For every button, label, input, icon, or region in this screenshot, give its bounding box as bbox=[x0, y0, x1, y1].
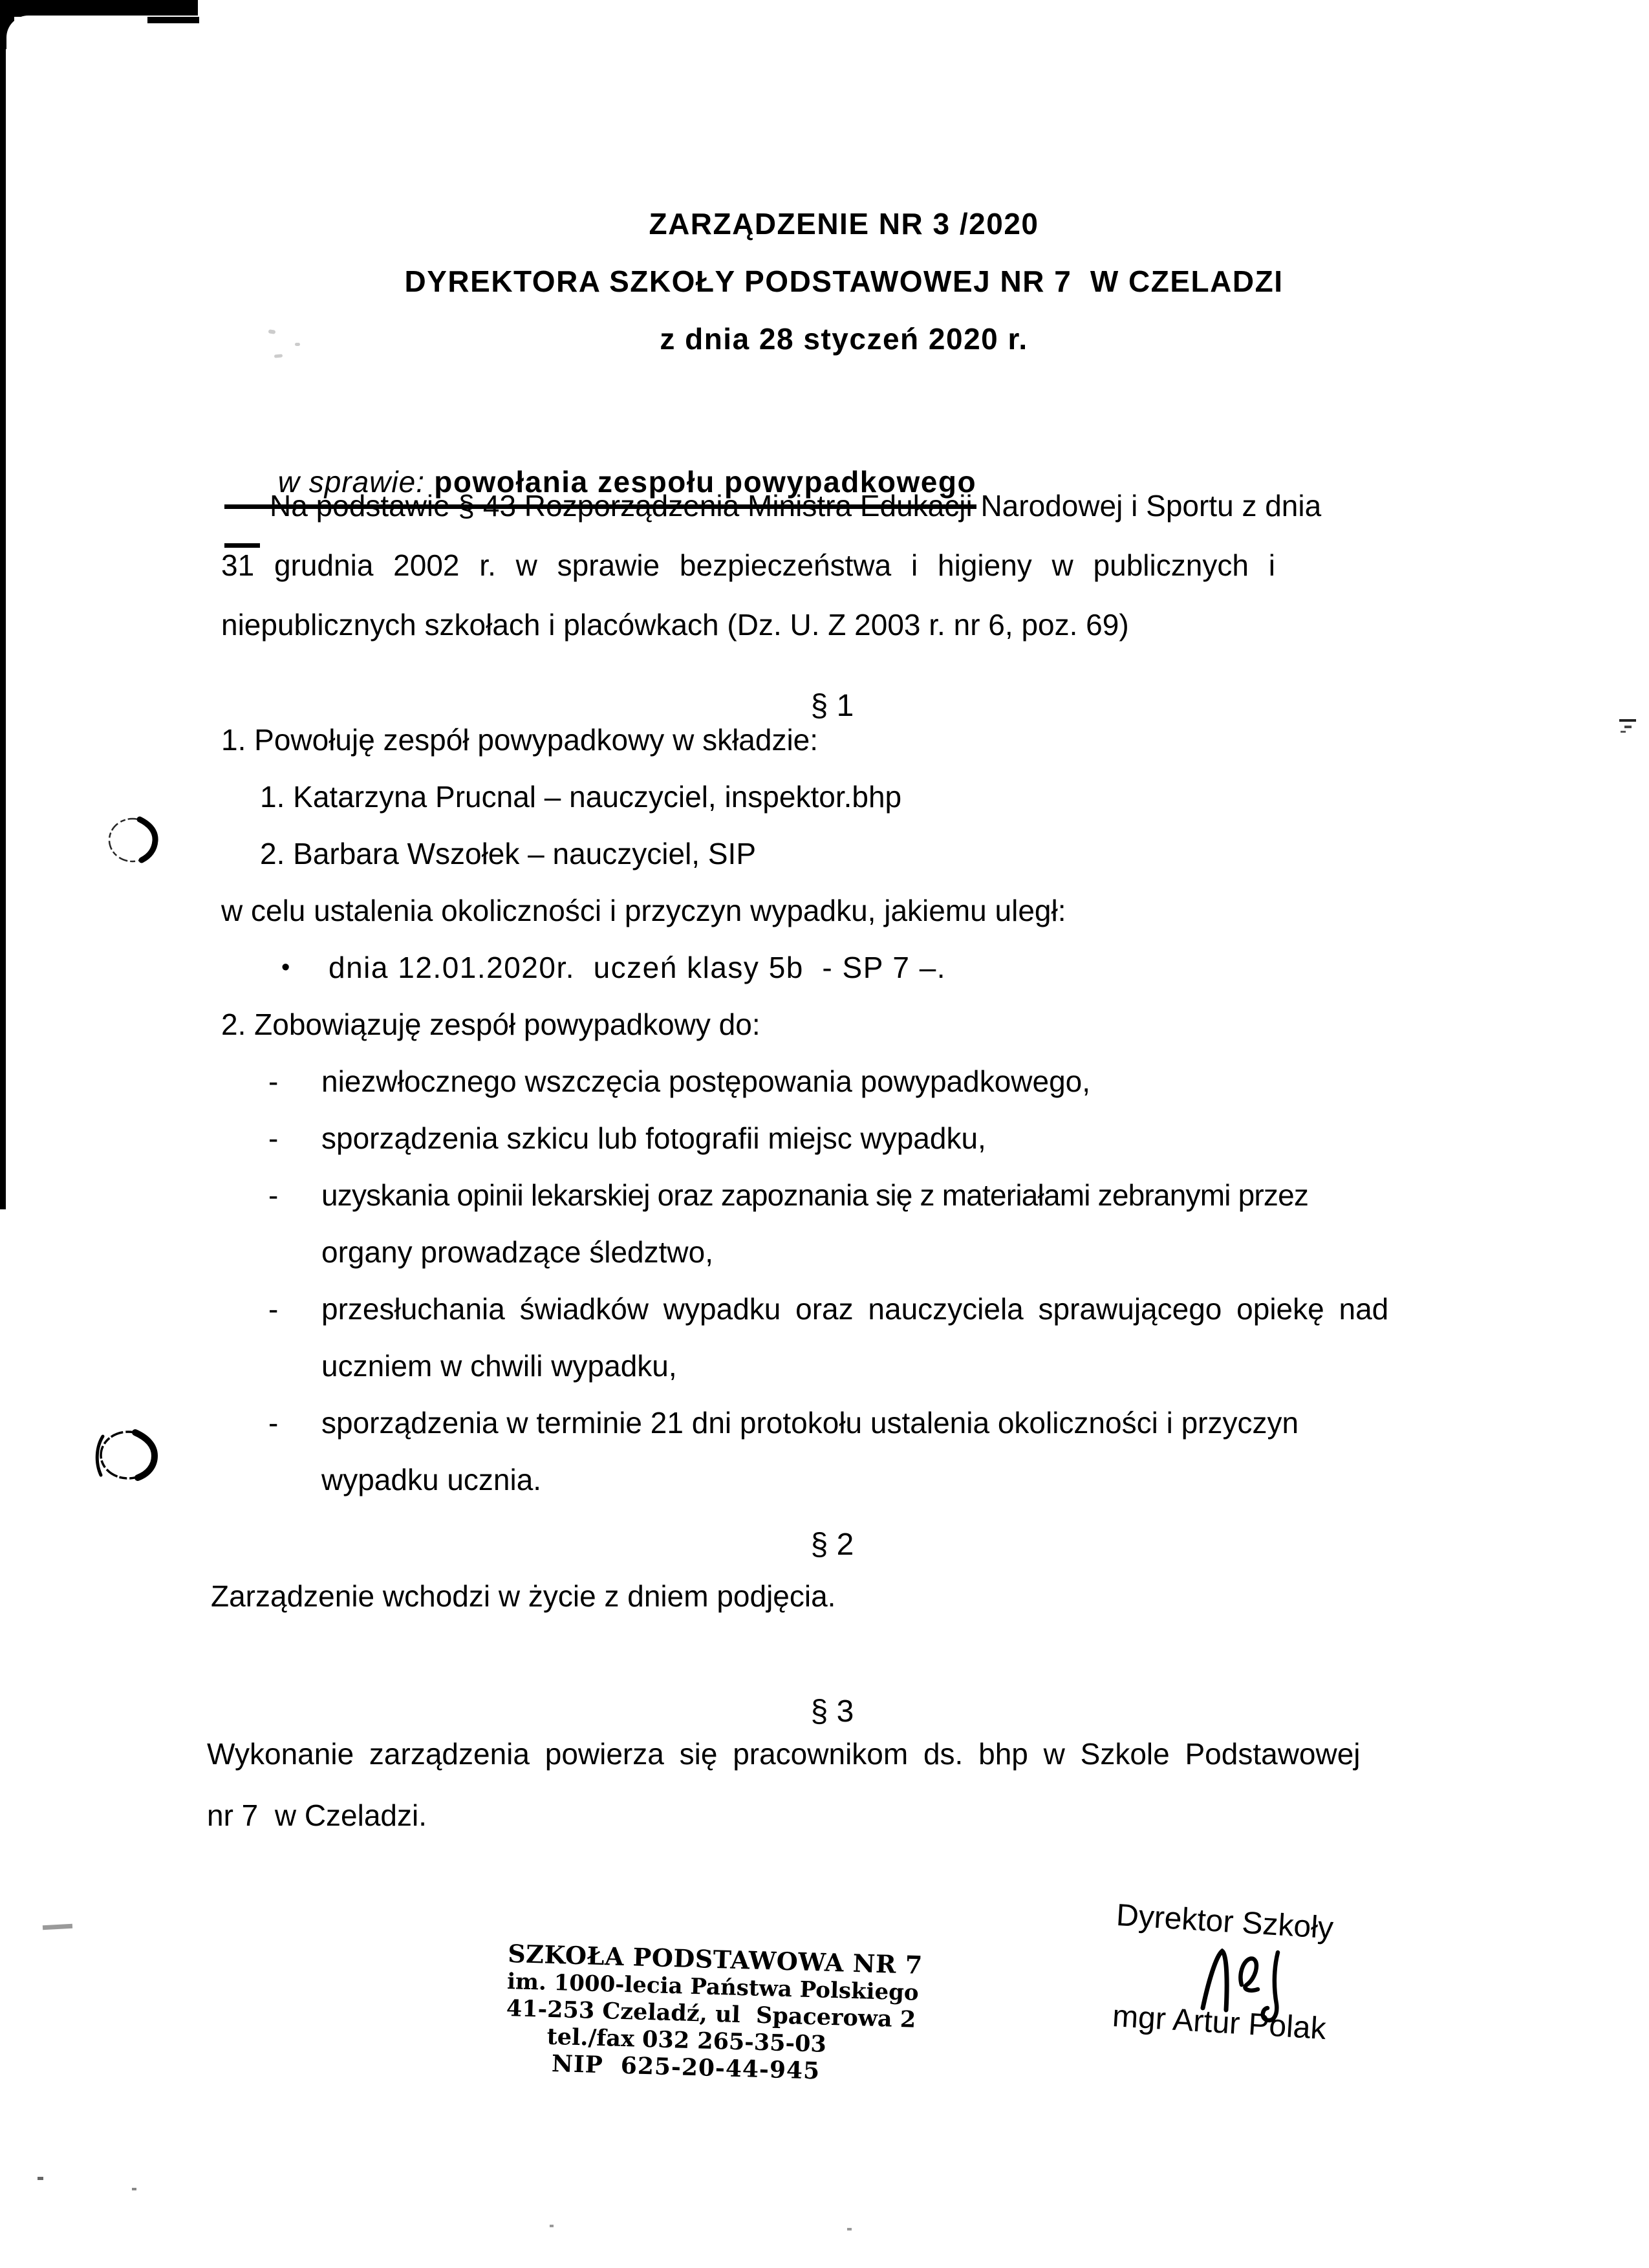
scan-speck bbox=[38, 2177, 43, 2180]
task-item-continuation bbox=[221, 1224, 1443, 1280]
dash-icon: - bbox=[268, 1064, 279, 1098]
section-1-mark: § 1 bbox=[810, 689, 854, 723]
scan-speck bbox=[1619, 719, 1636, 722]
issuer-title: DYREKTORA SZKOŁY PODSTAWOWEJ NR 7 W CZELADZI bbox=[404, 265, 1284, 298]
task-text: niezwłocznego wszczęcia postępowania powypadkowego, bbox=[321, 1064, 1091, 1098]
team-member-2: 2. Barbara Wszołek – nauczyciel, SIP bbox=[260, 837, 756, 870]
section-3-text-line: Wykonanie zarządzenia powierza się pracownikom ds. bhp w Szkole Podstawowej bbox=[207, 1737, 1361, 1771]
team-member-1: 1. Katarzyna Prucnal – nauczyciel, inspektor.bhp bbox=[260, 780, 902, 814]
stamp-nip: NIP 625-20-44-945 bbox=[551, 2049, 821, 2085]
task-text: uczniem w chwili wypadku, bbox=[321, 1349, 677, 1383]
document-header bbox=[220, 195, 1468, 368]
scan-edge-line bbox=[0, 16, 6, 1209]
section-3-text-line: nr 7 w Czeladzi. bbox=[207, 1798, 427, 1832]
task-text: organy prowadzące śledztwo, bbox=[321, 1235, 713, 1269]
section-2-mark: § 2 bbox=[810, 1528, 854, 1562]
purpose-text: w celu ustalenia okoliczności i przyczyn wypadku, jakiemu uległ: bbox=[221, 894, 1066, 927]
signature-role: Dyrektor Szkoły bbox=[1115, 1897, 1335, 1946]
task-text: sporządzenia szkicu lub fotografii miejsc wypadku, bbox=[321, 1121, 986, 1155]
list-item bbox=[221, 939, 1443, 996]
scan-smudge-dash bbox=[43, 1924, 72, 1930]
list-item bbox=[221, 825, 1443, 882]
task-text: wypadku ucznia. bbox=[321, 1463, 542, 1496]
scan-corner-cover bbox=[6, 16, 207, 74]
legal-basis-line: niepublicznych szkołach i placówkach (Dz. U. Z 2003 r. nr 6, poz. 69) bbox=[221, 608, 1129, 642]
task-item bbox=[221, 1053, 1443, 1110]
accident-detail: dnia 12.01.2020r. uczeń klasy 5b - SP 7 –. bbox=[329, 951, 947, 984]
stamp-address: 41-253 Czeladź, ul Spacerowa 2 bbox=[506, 1994, 916, 2033]
hole-punch-mark-icon bbox=[103, 814, 162, 867]
stamp-school-name: SZKOŁA PODSTAWOWA NR 7 bbox=[507, 1939, 923, 1980]
task-text: sporządzenia w terminie 21 dni protokołu ustalenia okoliczności i przyczyn bbox=[321, 1406, 1299, 1440]
school-stamp bbox=[504, 1939, 923, 2086]
list-item bbox=[221, 882, 1443, 939]
task-item bbox=[221, 1110, 1443, 1167]
point-1-text: 1. Powołuję zespół powypadkowy w składzie: bbox=[221, 723, 819, 757]
list-item bbox=[221, 711, 1443, 768]
order-date: z dnia 28 styczeń 2020 r. bbox=[660, 322, 1028, 356]
point-2-text: 2. Zobowiązuję zespół powypadkowy do: bbox=[221, 1008, 760, 1041]
section-1-body bbox=[221, 711, 1443, 1508]
order-title: ZARZĄDZENIE NR 3 /2020 bbox=[649, 207, 1039, 241]
legal-basis-line: Na podstawie § 43 Rozporządzenia Ministra Edukacji Narodowej i Sportu z dnia bbox=[270, 489, 1322, 523]
task-text: uzyskania opinii lekarskiej oraz zapoznania się z materiałami zebranymi przez bbox=[321, 1178, 1309, 1212]
scan-speck bbox=[550, 2225, 554, 2227]
dash-icon: - bbox=[268, 1292, 279, 1326]
dash-icon: - bbox=[268, 1121, 279, 1155]
signature-name: mgr Artur Polak bbox=[1111, 1998, 1328, 2047]
subject-text: powołania zespołu powypadkowego bbox=[424, 465, 977, 499]
bullet-icon: • bbox=[281, 954, 290, 981]
section-2-text: Zarządzenie wchodzi w życie z dniem podjęcia. bbox=[211, 1579, 836, 1613]
list-item bbox=[221, 768, 1443, 825]
scan-speck bbox=[1624, 726, 1632, 728]
task-text: przesłuchania świadków wypadku oraz nauczyciela sprawującego opiekę nad bbox=[321, 1292, 1389, 1326]
legal-basis-paragraph bbox=[221, 476, 1447, 654]
task-item-continuation bbox=[221, 1337, 1443, 1394]
scan-edge-artifact-nub bbox=[147, 17, 199, 23]
task-item bbox=[221, 1394, 1443, 1451]
stamp-phone: tel./fax 032 265-35-03 bbox=[546, 2023, 827, 2058]
dash-icon: - bbox=[268, 1406, 279, 1440]
task-item bbox=[221, 1280, 1443, 1337]
section-3-mark: § 3 bbox=[810, 1694, 854, 1729]
task-item-continuation bbox=[221, 1451, 1443, 1508]
list-item bbox=[221, 996, 1443, 1053]
stamp-patron: im. 1000-lecia Państwa Polskiego bbox=[506, 1968, 920, 2006]
scan-speck bbox=[1621, 731, 1626, 733]
scan-edge-artifact-top bbox=[0, 0, 198, 17]
task-item bbox=[221, 1167, 1443, 1224]
scan-speck bbox=[132, 2188, 136, 2190]
hole-punch-mark-icon bbox=[94, 1428, 159, 1485]
subject-prefix: w sprawie: bbox=[277, 465, 425, 499]
scan-speck bbox=[847, 2228, 852, 2230]
legal-basis-line: 31 grudnia 2002 r. w sprawie bezpieczeństwa i higieny w publicznych i bbox=[221, 548, 1275, 582]
dash-icon: - bbox=[268, 1178, 279, 1212]
